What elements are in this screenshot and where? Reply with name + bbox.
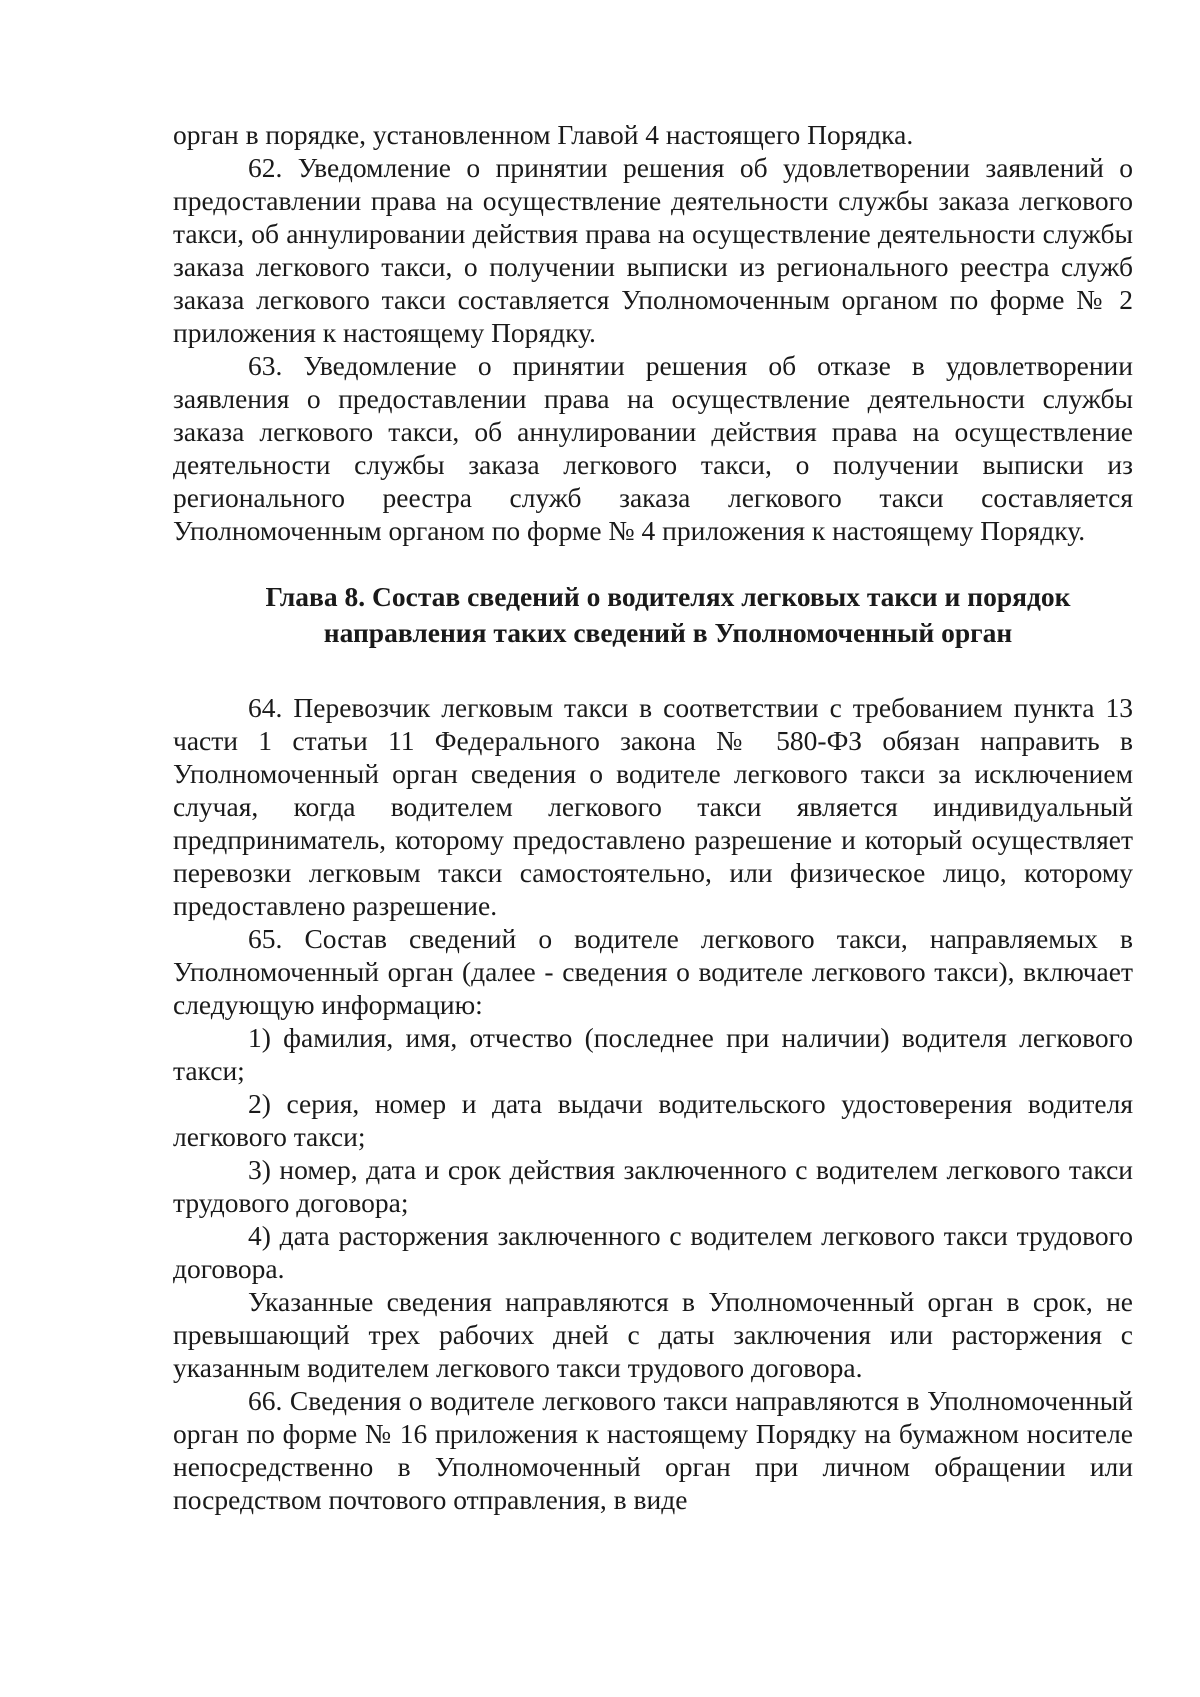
paragraph-63: 63. Уведомление о принятии решения об отказе в удовлетворении заявления о предоставлении права на осуществление деятельности службы заказа легкового такси, об аннулировании действия права на осуществление деятельности службы заказа легкового такси, о получении выписки из регионального реестра служб заказа легкового такси составляется Уполномоченным органом по форме № 4 приложения к настоящему Порядку.	[173, 350, 1133, 546]
paragraph-64: 64. Перевозчик легковым такси в соответствии с требованием пункта 13 части 1 статьи 11 Федерального закона № 580-ФЗ обязан направить в Уполномоченный орган сведения о водителе легкового такси за исключением случая, когда водителем легкового такси является индивидуальный предприниматель, которому предоставлено разрешение и который осуществляет перевозки легковым такси самостоятельно, или физическое лицо, которому предоставлено разрешение.	[173, 692, 1133, 921]
paragraph-66: 66. Сведения о водителе легкового такси направляются в Уполномоченный орган по форме № 16 приложения к настоящему Порядку на бумажном носителе непосредственно в Уполномоченный орган при личном обращении или посредством почтового отправления, в виде	[173, 1385, 1133, 1515]
list-item-2: 2) серия, номер и дата выдачи водительского удостоверения водителя легкового такси;	[173, 1088, 1133, 1152]
chapter-heading	[173, 579, 1133, 651]
chapter-heading-line-1: Глава 8. Состав сведений о водителях легковых такси и порядок	[265, 581, 1071, 612]
paragraph-deadline: Указанные сведения направляются в Уполномоченный орган в срок, не превышающий трех рабочих дней с даты заключения или расторжения с указанным водителем легкового такси трудового договора.	[173, 1286, 1133, 1383]
document-body	[173, 118, 1133, 1516]
paragraph-65: 65. Состав сведений о водителе легкового такси, направляемых в Уполномоченный орган (далее - сведения о водителе легкового такси), включает следующую информацию:	[173, 923, 1133, 1020]
chapter-heading-line-2: направления таких сведений в Уполномоченный орган	[323, 617, 1013, 648]
paragraph-continuation: орган в порядке, установленном Главой 4 настоящего Порядка.	[173, 119, 914, 150]
list-item-1: 1) фамилия, имя, отчество (последнее при наличии) водителя легкового такси;	[173, 1022, 1133, 1086]
paragraph-62: 62. Уведомление о принятии решения об удовлетворении заявлений о предоставлении права на осуществление деятельности службы заказа легкового такси, об аннулировании действия права на осуществление деятельности службы заказа легкового такси, о получении выписки из регионального реестра служб заказа легкового такси составляется Уполномоченным органом по форме № 2 приложения к настоящему Порядку.	[173, 152, 1133, 348]
list-item-4: 4) дата расторжения заключенного с водителем легкового такси трудового договора.	[173, 1220, 1133, 1284]
list-item-3: 3) номер, дата и срок действия заключенного с водителем легкового такси трудового договора;	[173, 1154, 1133, 1218]
